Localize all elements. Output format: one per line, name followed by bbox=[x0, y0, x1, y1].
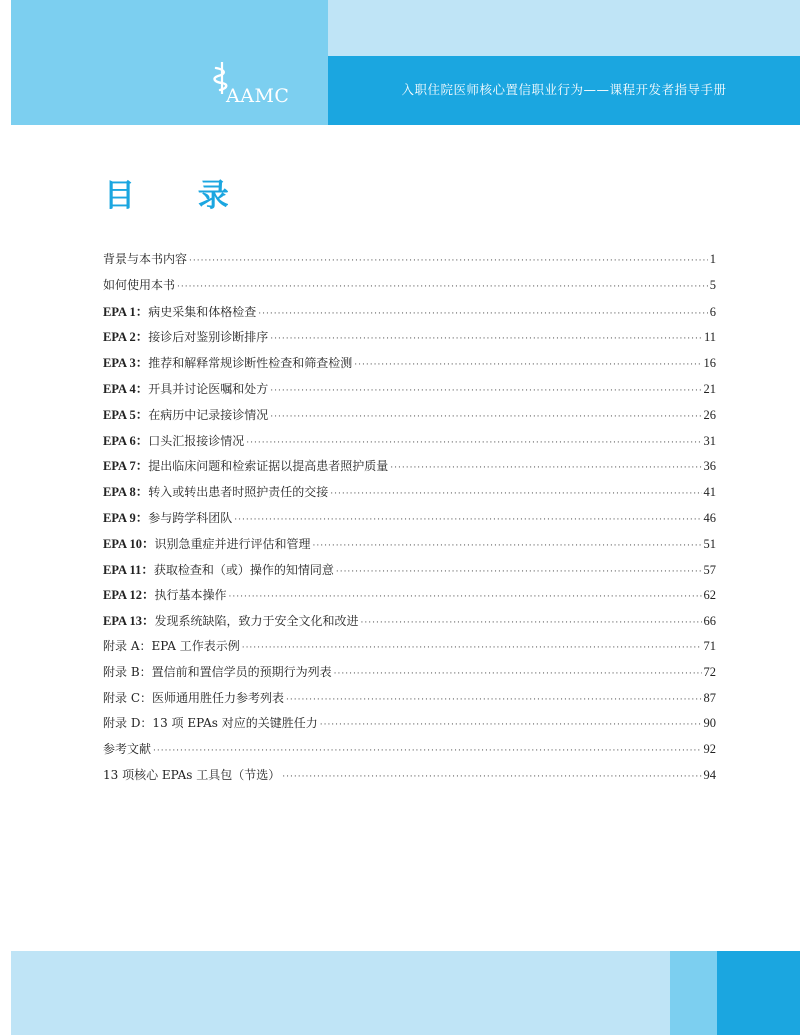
toc-entry-prefix: EPA 10： bbox=[103, 536, 155, 551]
toc-entry-prefix: EPA 12： bbox=[103, 588, 155, 603]
toc-entry-label: 转入或转出患者时照护责任的交接 bbox=[148, 485, 329, 500]
toc-leader-dots bbox=[390, 463, 701, 473]
toc-entry-label: 13 项核心 EPAs 工具包（节选） bbox=[103, 767, 281, 782]
toc-entry-prefix: EPA 8： bbox=[103, 485, 149, 500]
toc-page-number: 6 bbox=[709, 304, 716, 319]
toc-entry[interactable] bbox=[103, 560, 716, 586]
toc-entry[interactable] bbox=[103, 353, 716, 379]
toc-leader-dots bbox=[361, 618, 702, 628]
toc-entry-label: 参与跨学科团队 bbox=[148, 510, 233, 525]
toc-page-number: 11 bbox=[703, 330, 716, 345]
toc-page-number: 1 bbox=[709, 252, 716, 266]
toc-leader-dots bbox=[258, 309, 707, 319]
toc-page-number: 51 bbox=[703, 536, 716, 551]
toc-entry[interactable] bbox=[103, 637, 716, 663]
toc-leader-dots bbox=[334, 669, 702, 679]
toc-entry[interactable] bbox=[103, 663, 716, 689]
toc-page-number: 72 bbox=[703, 664, 716, 679]
toc-leader-dots bbox=[336, 567, 702, 577]
toc-leader-dots bbox=[320, 720, 702, 730]
toc-entry-label: 提出临床问题和检索证据以提高患者照护质量 bbox=[148, 459, 389, 474]
toc-entry-label: 附录 D：13 项 EPAs 对应的关键胜任力 bbox=[103, 716, 318, 731]
toc-entry-label: 识别急重症并进行评估和管理 bbox=[154, 536, 311, 551]
toc-entry-prefix: EPA 6： bbox=[103, 433, 149, 448]
toc-entry-prefix: EPA 1： bbox=[103, 304, 149, 319]
toc-leader-dots bbox=[189, 256, 708, 266]
toc-entry[interactable] bbox=[103, 714, 716, 740]
toc-entry-prefix: EPA 2： bbox=[103, 330, 149, 345]
footer-accent-mid bbox=[670, 951, 717, 1035]
toc-entry[interactable] bbox=[103, 611, 716, 637]
toc-leader-dots bbox=[229, 592, 702, 602]
toc-entry-prefix: EPA 11： bbox=[103, 562, 154, 577]
toc-entry[interactable] bbox=[103, 405, 716, 431]
toc-entry[interactable] bbox=[103, 327, 716, 353]
toc-leader-dots bbox=[282, 772, 701, 782]
toc-page-number: 26 bbox=[703, 407, 716, 422]
toc-page-number: 31 bbox=[703, 433, 716, 448]
toc-entry-prefix: EPA 7： bbox=[103, 459, 149, 474]
toc-entry-label: 发现系统缺陷，致力于安全文化和改进 bbox=[154, 614, 359, 629]
toc-page-number: 21 bbox=[703, 381, 716, 396]
toc-leader-dots bbox=[286, 695, 702, 705]
toc-leader-dots bbox=[270, 412, 701, 422]
toc-entry[interactable] bbox=[103, 250, 716, 276]
page-title: 目 录 bbox=[104, 178, 255, 214]
header-logo-panel bbox=[11, 0, 328, 125]
toc-page-number: 66 bbox=[703, 614, 716, 629]
toc-entry[interactable] bbox=[103, 585, 716, 611]
running-title: 入职住院医师核心置信职业行为——课程开发者指导手册 bbox=[401, 82, 727, 97]
footer-band bbox=[11, 951, 670, 1035]
toc-entry[interactable] bbox=[103, 379, 716, 405]
toc-entry-label: 在病历中记录接诊情况 bbox=[148, 407, 269, 422]
toc-page-number: 16 bbox=[703, 356, 716, 371]
toc-entry-label: 口头汇报接诊情况 bbox=[148, 433, 245, 448]
header-title-band bbox=[328, 56, 800, 125]
toc-entry-label: 如何使用本书 bbox=[103, 277, 176, 292]
toc-leader-dots bbox=[354, 360, 701, 370]
toc-entry-label: 附录 A：EPA 工作表示例 bbox=[103, 638, 240, 653]
toc-entry-label: 背景与本书内容 bbox=[103, 252, 188, 266]
toc-entry[interactable] bbox=[103, 482, 716, 508]
toc-page-number: 71 bbox=[703, 638, 716, 653]
toc-entry[interactable] bbox=[103, 276, 716, 302]
toc-page-number: 46 bbox=[703, 510, 716, 525]
toc-entry-prefix: EPA 5： bbox=[103, 407, 149, 422]
toc-page-number: 57 bbox=[703, 562, 716, 577]
toc-entry[interactable] bbox=[103, 766, 716, 792]
toc-entry-label: 附录 C：医师通用胜任力参考列表 bbox=[103, 690, 284, 705]
toc-leader-dots bbox=[242, 643, 702, 653]
toc-leader-dots bbox=[270, 386, 701, 396]
toc-entry-label: 病史采集和体格检查 bbox=[148, 304, 257, 319]
toc-page-number: 92 bbox=[703, 742, 716, 757]
toc-page-number: 90 bbox=[703, 716, 716, 731]
toc-entry-prefix: EPA 9： bbox=[103, 510, 149, 525]
toc-entry-label: 接诊后对鉴别诊断排序 bbox=[148, 330, 269, 345]
toc-leader-dots bbox=[153, 746, 701, 756]
toc-entry-label: 执行基本操作 bbox=[154, 588, 227, 603]
toc-entry-label: 参考文献 bbox=[103, 742, 152, 757]
toc-leader-dots bbox=[246, 438, 701, 448]
toc-page-number: 5 bbox=[709, 277, 716, 292]
header-top-band bbox=[328, 0, 800, 56]
toc-entry[interactable] bbox=[103, 740, 716, 766]
toc-entry[interactable] bbox=[103, 431, 716, 457]
toc-page-number: 36 bbox=[703, 459, 716, 474]
toc-entry[interactable] bbox=[103, 508, 716, 534]
aamc-logo bbox=[214, 58, 304, 110]
toc-entry-prefix: EPA 3： bbox=[103, 356, 149, 371]
toc-entry-label: 推荐和解释常规诊断性检查和筛查检测 bbox=[148, 356, 353, 371]
toc-page-number: 41 bbox=[703, 485, 716, 500]
toc-leader-dots bbox=[313, 541, 702, 551]
toc-entry[interactable] bbox=[103, 456, 716, 482]
toc-page-number: 62 bbox=[703, 588, 716, 603]
footer-accent-right bbox=[717, 951, 800, 1035]
toc-page-number: 94 bbox=[703, 767, 716, 782]
toc-entry[interactable] bbox=[103, 689, 716, 715]
table-of-contents bbox=[103, 250, 716, 792]
logo-text: AAMC bbox=[226, 85, 290, 107]
toc-leader-dots bbox=[177, 282, 708, 292]
toc-entry-prefix: EPA 4： bbox=[103, 381, 149, 396]
toc-leader-dots bbox=[330, 489, 701, 499]
toc-entry-label: 附录 B：置信前和置信学员的预期行为列表 bbox=[103, 664, 332, 679]
toc-entry-prefix: EPA 13： bbox=[103, 614, 155, 629]
toc-entry-label: 开具并讨论医嘱和处方 bbox=[148, 381, 269, 396]
toc-page-number: 87 bbox=[703, 690, 716, 705]
toc-leader-dots bbox=[234, 515, 701, 525]
toc-entry-label: 获取检查和（或）操作的知情同意 bbox=[153, 562, 334, 577]
toc-entry[interactable] bbox=[103, 302, 716, 328]
toc-leader-dots bbox=[270, 334, 702, 344]
toc-entry[interactable] bbox=[103, 534, 716, 560]
